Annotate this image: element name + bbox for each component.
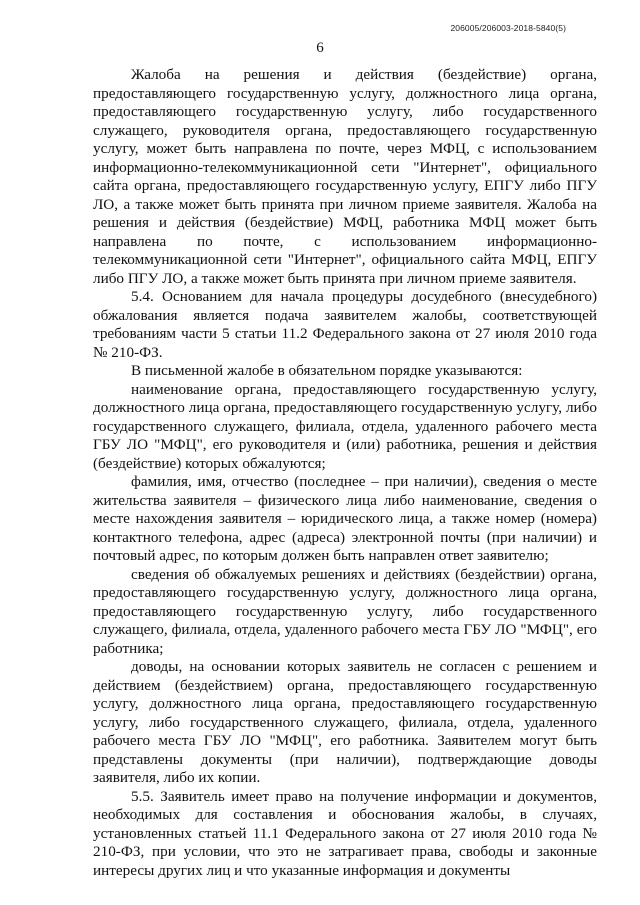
- paragraph-applicant-details: фамилия, имя, отчество (последнее – при наличии), сведения о месте жительства заявителя – физического лица либо наименование, сведения о месте нахождения заявителя – юридического лица, а также номер (номера) контактного телефона, адрес (адреса) электронной почты (при наличии) и почтовый адрес, по которым должен быть направлен ответ заявителю;: [93, 473, 597, 564]
- paragraph-appealed-decisions: сведения об обжалуемых решениях и действиях (бездействии) органа, предоставляющего государственную услугу, должностного лица органа, предоставляющего государственную услугу, либо государственного служащего, филиала, отдела, удаленного рабочего места ГБУ ЛО "МФЦ", его работника;: [93, 565, 597, 657]
- paragraph-body-name: наименование органа, предоставляющего государственную услугу, должностного лица органа, предоставляющего государственную услугу, либо государственного служащего, филиала, отдела, удаленного рабочего места ГБУ ЛО "МФЦ", его руководителя и (или) работника, решения и действия (бездействие) которых обжалуются;: [93, 380, 597, 472]
- document-id: 206005/206003-2018-5840(5): [450, 23, 566, 33]
- paragraph-arguments: доводы, на основании которых заявитель не согласен с решением и действием (бездействием) органа, предоставляющего государственную услугу, должностного лица органа, предоставляющего государственную услугу, либо государственного служащего, филиала, отдела, удаленного рабочего места ГБУ ЛО "МФЦ", его работника. Заявителем могут быть представлены документы (при наличии), подтверждающие доводы заявителя, либо их копии.: [93, 658, 597, 786]
- paragraph-5-5: 5.5. Заявитель имеет право на получение информации и документов, необходимых для составления и обоснования жалобы, в случаях, установленных статьей 11.1 Федерального закона от 27 июля 2010 года № 210-ФЗ, при условии, что это не затрагивает права, свободы и законные интересы других лиц и что указанные информация и документы: [93, 787, 597, 879]
- document-body: [93, 66, 597, 880]
- paragraph-5-4: 5.4. Основанием для начала процедуры досудебного (внесудебного) обжалования является подача заявителем жалобы, соответствующей требованиям части 5 статьи 11.2 Федерального закона от 27 июля 2010 года № 210-ФЗ.: [93, 288, 597, 361]
- paragraph-complaint-channels: Жалоба на решения и действия (бездействие) органа, предоставляющего государственную услугу, должностного лица органа, предоставляющего государственную услугу, либо государственного служащего, руководителя органа, предоставляющего государственную услугу, может быть направлена по почте, через МФЦ, с использованием информационно-телекоммуникационной сети "Интернет", официального сайта органа, предоставляющего государственную услугу, ЕПГУ либо ПГУ ЛО, а также может быть принята при личном приеме заявителя. Жалоба на решения и действия (бездействие) МФЦ, работника МФЦ может быть направлена по почте, с использованием информационно-телекоммуникационной сети "Интернет", официального сайта МФЦ, ЕПГУ либо ПГУ ЛО, а также может быть принята при личном приеме заявителя.: [93, 66, 597, 287]
- page-number: 6: [316, 40, 324, 56]
- paragraph-written-complaint-intro: В письменной жалобе в обязательном порядке указываются:: [131, 362, 523, 379]
